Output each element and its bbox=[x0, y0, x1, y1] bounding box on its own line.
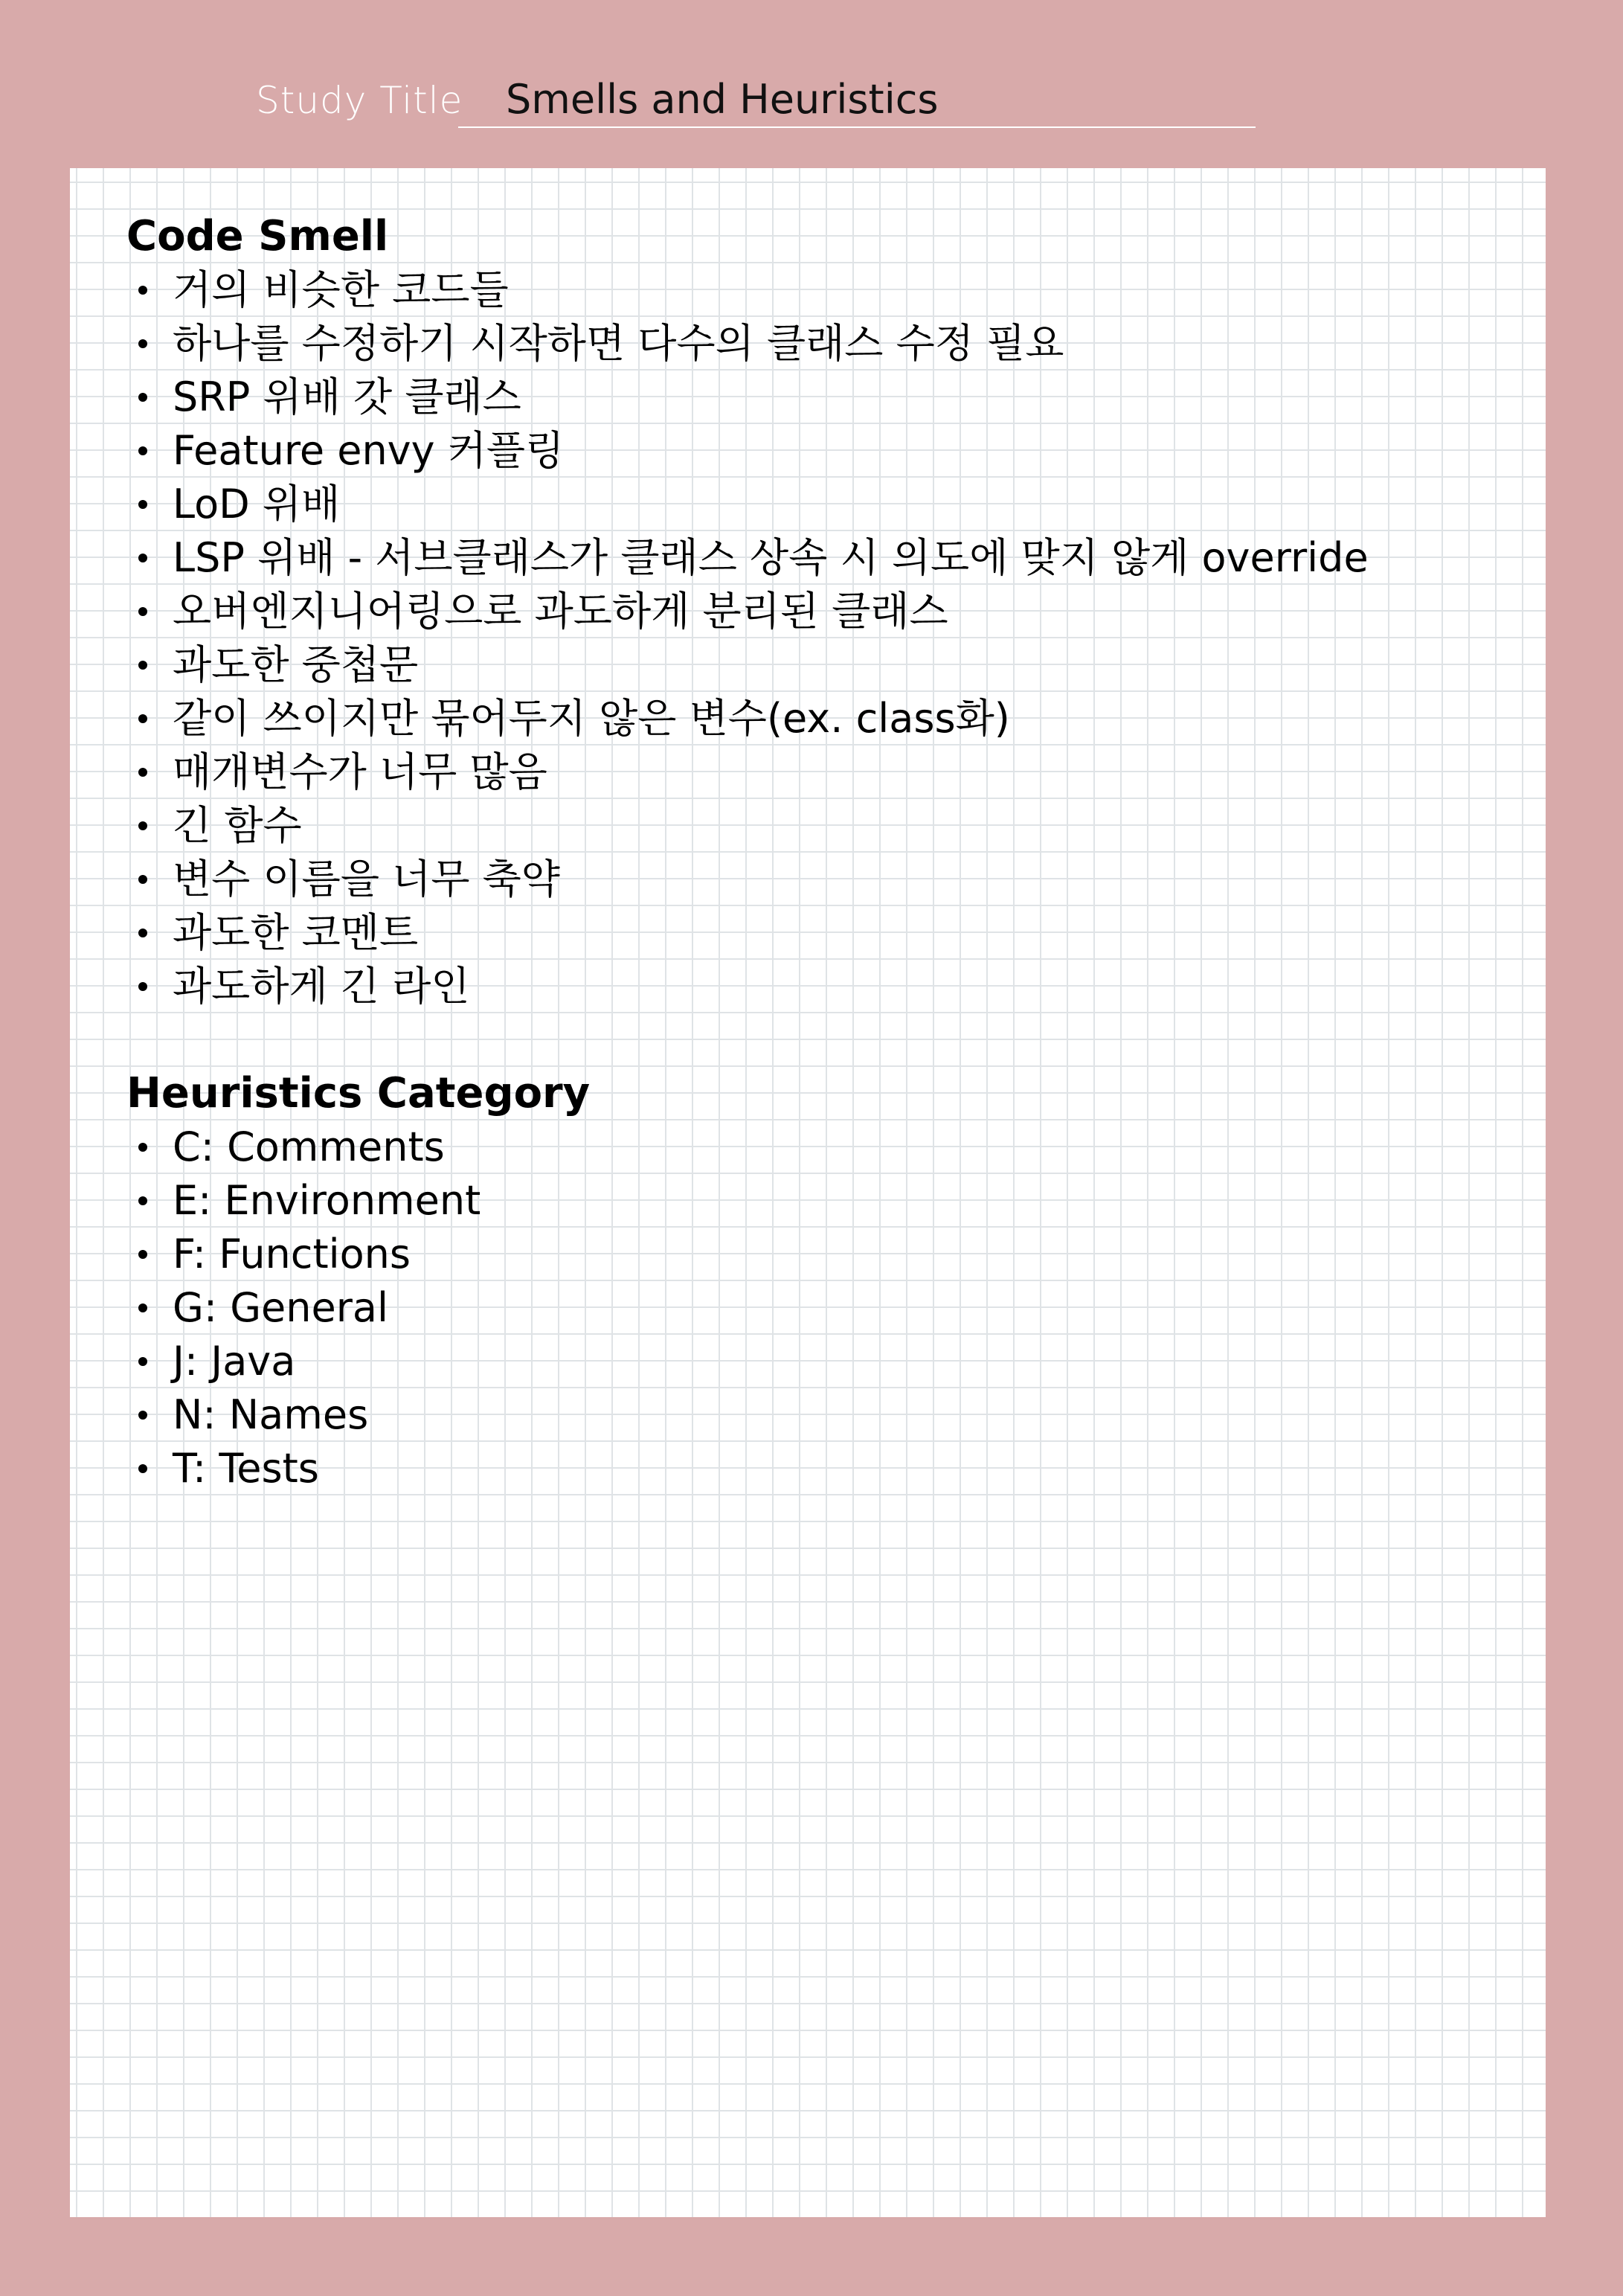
list-item bbox=[126, 1120, 1525, 1174]
study-header bbox=[0, 0, 1623, 171]
bullet-icon bbox=[138, 875, 147, 884]
bullet-icon bbox=[138, 339, 147, 348]
bullet-icon bbox=[138, 446, 147, 455]
study-title-label: Study Title bbox=[256, 79, 463, 122]
list-item bbox=[126, 1442, 1525, 1495]
list-item bbox=[126, 263, 1525, 317]
grid-paper bbox=[70, 168, 1546, 2217]
bullet-icon bbox=[138, 1411, 147, 1420]
list-item-text: J: Java bbox=[173, 1338, 296, 1385]
list-item bbox=[126, 1174, 1525, 1228]
list-item-text: 오버엔지니어링으로 과도하게 분리된 클래스 bbox=[173, 588, 948, 635]
bullet-icon bbox=[138, 1143, 147, 1152]
list-item bbox=[126, 853, 1525, 906]
list-item-text: LSP 위배 - 서브클래스가 클래스 상속 시 의도에 맞지 않게 override bbox=[173, 534, 1369, 581]
list-item-text: 매개변수가 너무 많음 bbox=[173, 748, 547, 795]
bullet-icon bbox=[138, 1464, 147, 1473]
bullet-icon bbox=[138, 286, 147, 295]
list-item-text: 과도한 중첩문 bbox=[173, 641, 419, 688]
heuristics-list bbox=[126, 1120, 1525, 1495]
list-item-text: 변수 이름을 너무 축약 bbox=[173, 856, 560, 902]
bullet-icon bbox=[138, 929, 147, 937]
list-item bbox=[126, 960, 1525, 1013]
section-title: Heuristics Category bbox=[126, 1069, 591, 1117]
list-item-text: Feature envy 커플링 bbox=[173, 427, 565, 474]
bullet-icon bbox=[138, 1303, 147, 1312]
section-heuristics-category bbox=[126, 1067, 1525, 1495]
bullet-icon bbox=[138, 554, 147, 562]
list-item-text: T: Tests bbox=[173, 1445, 319, 1492]
list-item bbox=[126, 692, 1525, 745]
bullet-icon bbox=[138, 1196, 147, 1205]
bullet-icon bbox=[138, 1250, 147, 1259]
bullet-icon bbox=[138, 500, 147, 509]
list-item-text: G: General bbox=[173, 1284, 389, 1331]
list-item-text: C: Comments bbox=[173, 1123, 445, 1170]
bullet-icon bbox=[138, 1357, 147, 1366]
list-item bbox=[126, 799, 1525, 853]
list-item bbox=[126, 317, 1525, 371]
list-item-text: F: Functions bbox=[173, 1231, 411, 1277]
list-item bbox=[126, 745, 1525, 799]
study-title-underline bbox=[458, 126, 1256, 128]
code-smell-list bbox=[126, 263, 1525, 1013]
list-item bbox=[126, 371, 1525, 424]
list-item-text: 과도한 코멘트 bbox=[173, 909, 419, 956]
list-item bbox=[126, 585, 1525, 638]
list-item-text: 거의 비슷한 코드들 bbox=[173, 266, 509, 313]
list-item bbox=[126, 1388, 1525, 1442]
list-item-text: SRP 위배 갓 클래스 bbox=[173, 373, 521, 420]
list-item bbox=[126, 1281, 1525, 1335]
notes-content bbox=[126, 210, 1525, 1495]
list-item-text: LoD 위배 bbox=[173, 481, 341, 527]
bullet-icon bbox=[138, 982, 147, 991]
list-item-text: 과도하게 긴 라인 bbox=[173, 963, 470, 1010]
list-item-text: 같이 쓰이지만 묶어두지 않은 변수(ex. class화) bbox=[173, 695, 1010, 742]
study-title-value: Smells and Heuristics bbox=[506, 76, 939, 123]
list-item bbox=[126, 478, 1525, 531]
list-item bbox=[126, 531, 1525, 585]
list-item-text: 긴 함수 bbox=[173, 802, 302, 849]
list-item bbox=[126, 1335, 1525, 1388]
bullet-icon bbox=[138, 821, 147, 830]
list-item bbox=[126, 1228, 1525, 1281]
section-code-smell bbox=[126, 210, 1525, 1013]
bullet-icon bbox=[138, 661, 147, 670]
bullet-icon bbox=[138, 393, 147, 402]
list-item-text: E: Environment bbox=[173, 1177, 481, 1224]
bullet-icon bbox=[138, 607, 147, 616]
list-item bbox=[126, 424, 1525, 478]
list-item bbox=[126, 906, 1525, 960]
section-title: Code Smell bbox=[126, 212, 389, 260]
bullet-icon bbox=[138, 714, 147, 723]
list-item-text: N: Names bbox=[173, 1391, 369, 1438]
list-item-text: 하나를 수정하기 시작하면 다수의 클래스 수정 필요 bbox=[173, 320, 1064, 367]
list-item bbox=[126, 638, 1525, 692]
bullet-icon bbox=[138, 768, 147, 777]
section-spacer bbox=[126, 1013, 1525, 1067]
